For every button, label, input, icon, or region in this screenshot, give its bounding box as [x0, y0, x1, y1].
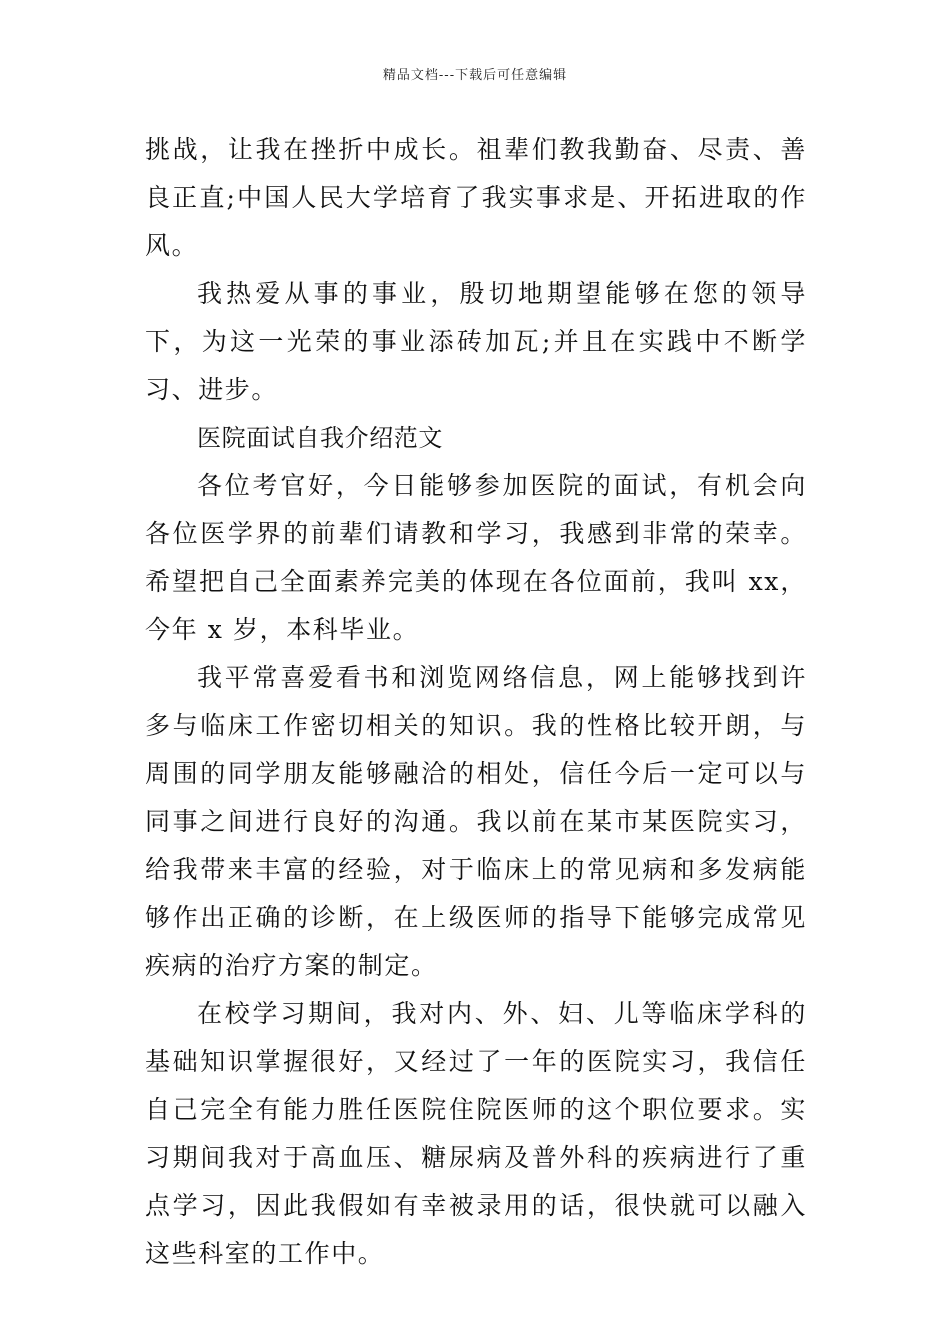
- paragraph-continuation: 挑战，让我在挫折中成长。祖辈们教我勤奋、尽责、善良正直;中国人民大学培育了我实事求是、开拓进取的作风。: [145, 135, 807, 260]
- section-heading: 医院面试自我介绍范文: [197, 424, 443, 452]
- paragraph-personality: 我平常喜爱看书和浏览网络信息，网上能够找到许多与临床工作密切相关的知识。我的性格比较开朗，与周围的同学朋友能够融洽的相处，信任今后一定可以与同事之间进行良好的沟通。我以前在某市某医院实习，给我带来丰富的经验，对于临床上的常见病和多发病能够作出正确的诊断，在上级医师的指导下能够完成常见疾病的治疗方案的制定。: [145, 663, 807, 980]
- page-header: 精品文档---下载后可任意编辑: [382, 68, 568, 83]
- paragraph-greeting: 各位考官好，今日能够参加医院的面试，有机会向各位医学界的前辈们请教和学习，我感到非常的荣幸。希望把自己全面素养完美的体现在各位面前，我叫 xx，今年 x 岁，本科毕业。: [145, 471, 807, 644]
- paragraph-career-aspiration: 我热爱从事的事业，殷切地期望能够在您的领导下，为这一光荣的事业添砖加瓦;并且在实践中不断学习、进步。: [145, 279, 807, 404]
- document-body: [145, 126, 807, 1278]
- paragraph-study-experience: 在校学习期间，我对内、外、妇、儿等临床学科的基础知识掌握很好，又经过了一年的医院实习，我信任自己完全有能力胜任医院住院医师的这个职位要求。实习期间我对于高血压、糖尿病及普外科的疾病进行了重点学习，因此我假如有幸被录用的话，很快就可以融入这些科室的工作中。: [145, 999, 807, 1268]
